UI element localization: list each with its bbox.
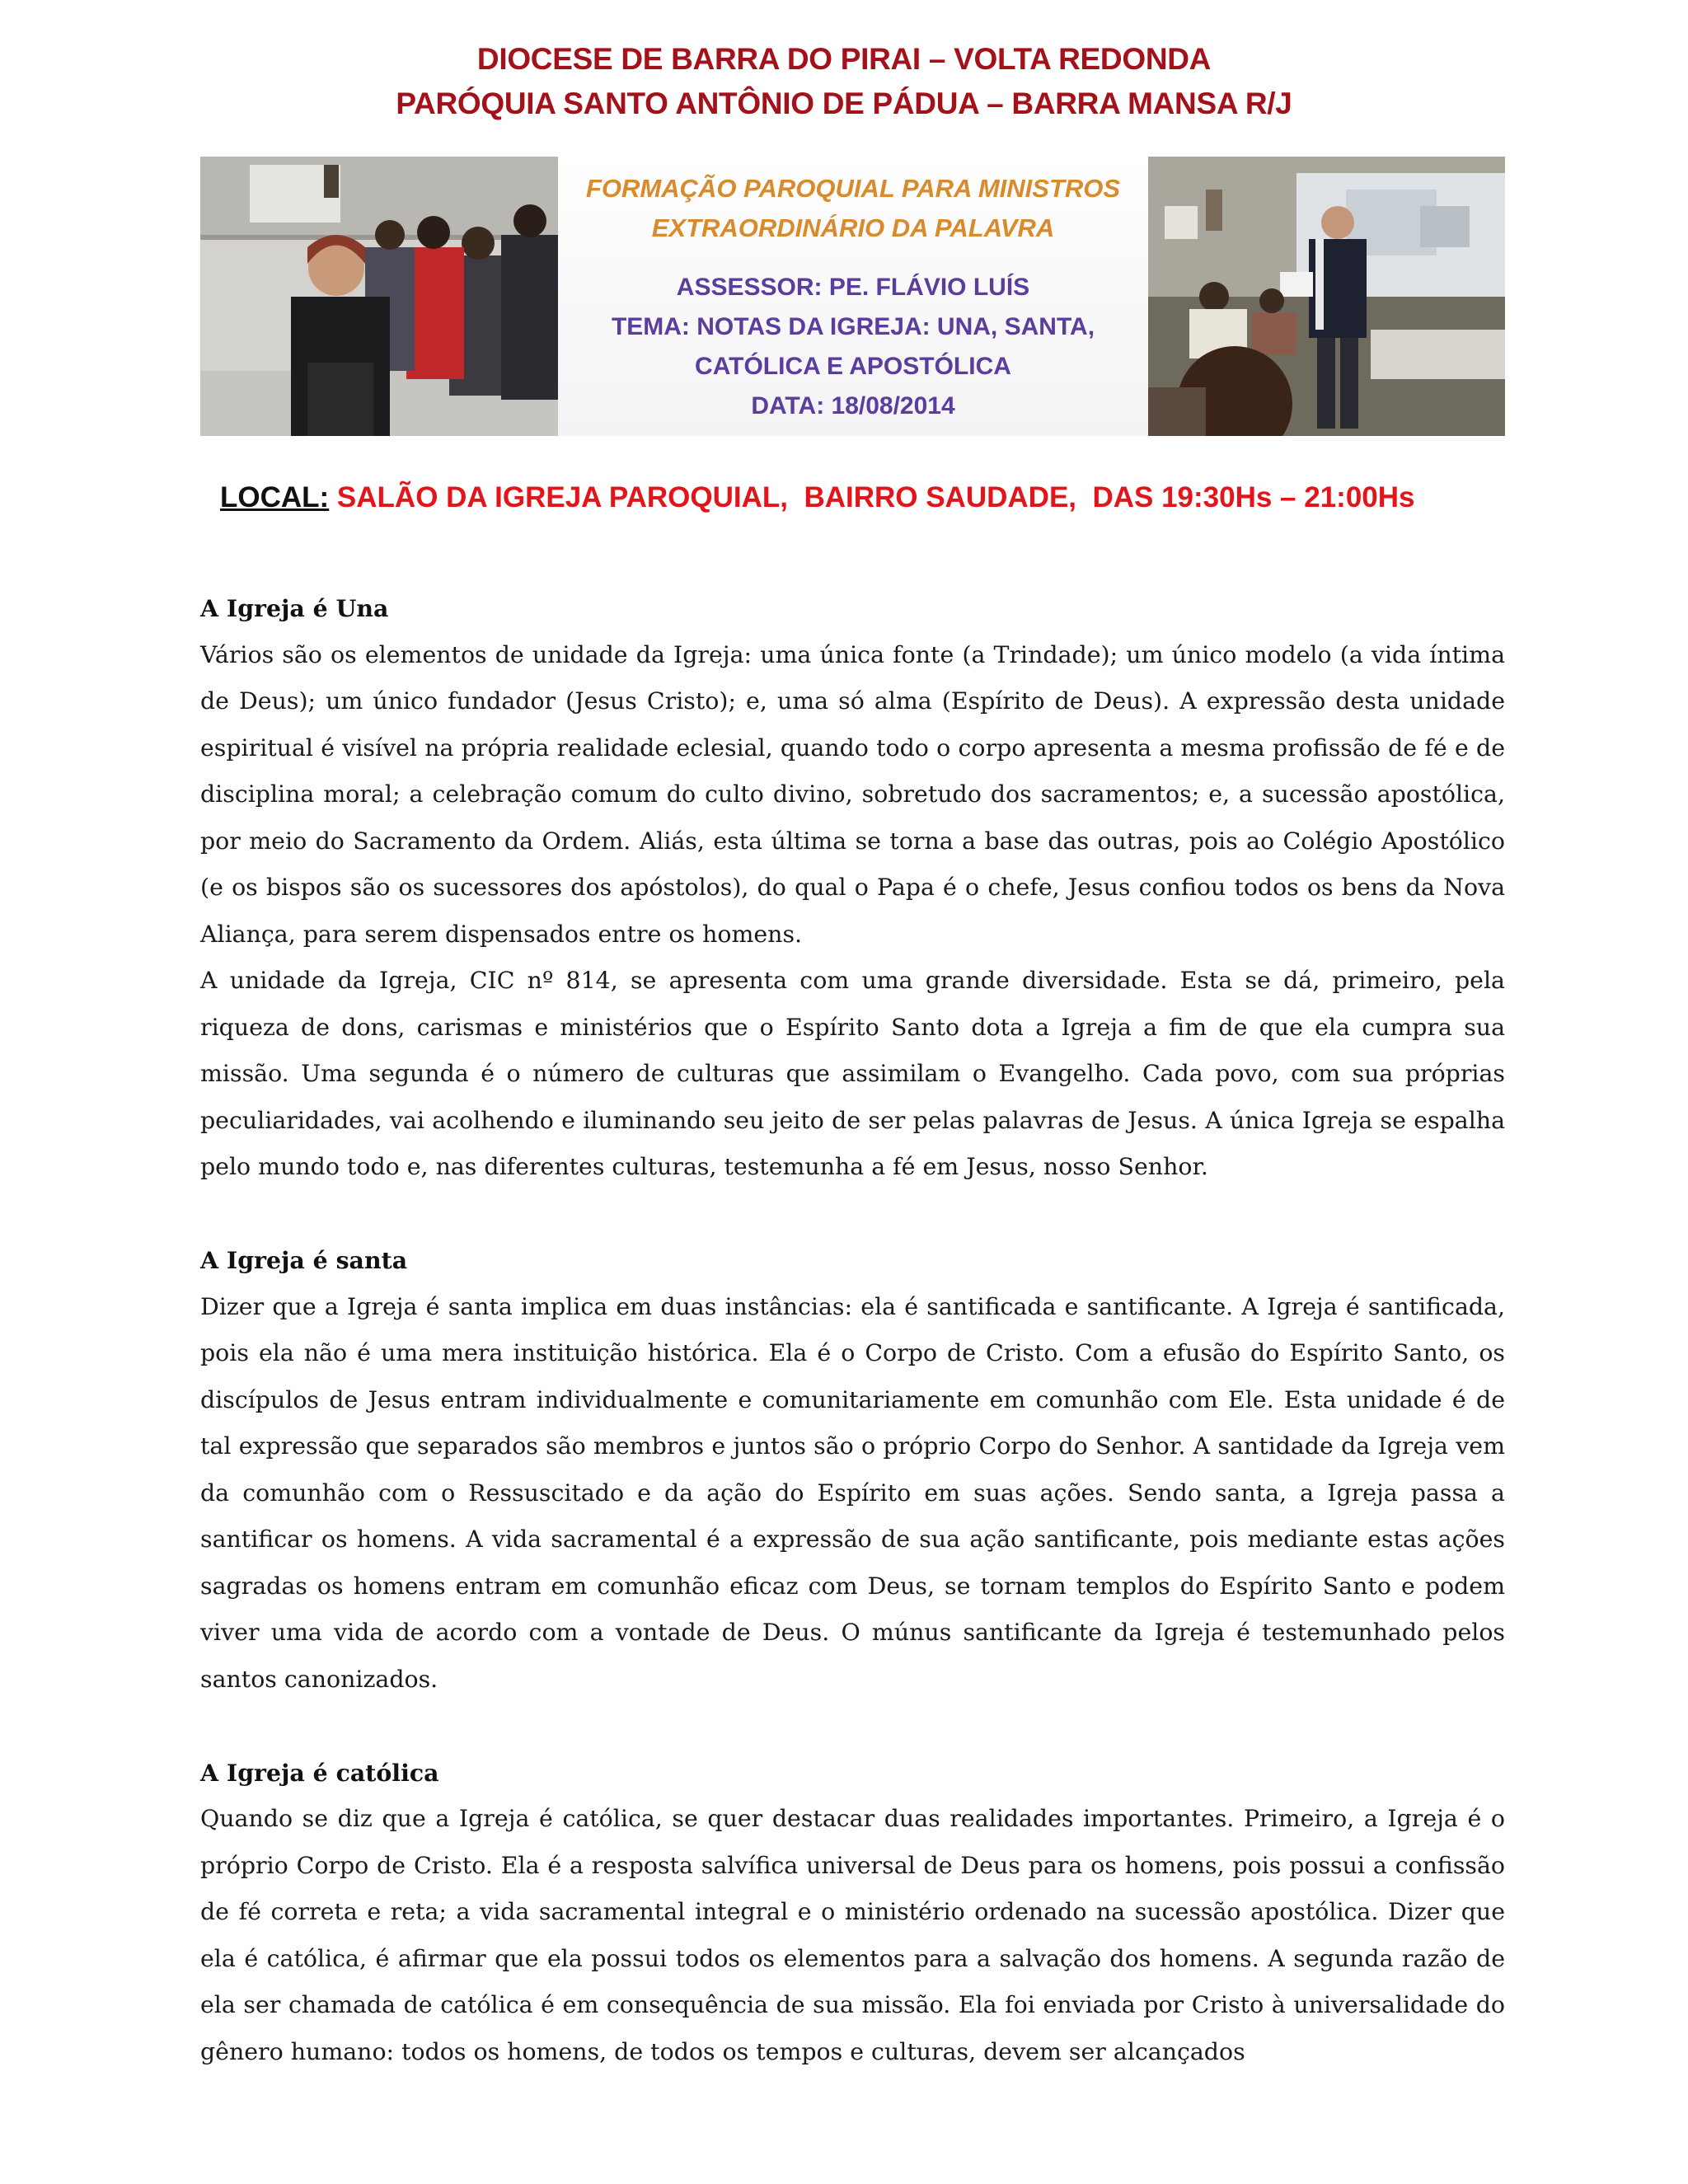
paragraph: Quando se diz que a Igreja é católica, se quer destacar duas realidades importantes. Primeiro, a Igreja é o próprio Corpo de Cristo. Ela é a resposta salvífica universal de Deus para os homens, pois possui a confissão de fé correta e reta; a vida sacramental integral e o ministério ordenado na sucessão apostólica. Dizer que ela é católica, é afirmar que ela possui todos os elementos para a salvação dos homens. A segunda razão de ela ser chamada de católica é em consequência de sua missão. Ela foi enviada por Cristo à universalidade do gênero humano: todos os homens, de todos os tempos e culturas, devem ser alcançados: [200, 1805, 1505, 2065]
photo-speaker-presentation: [1148, 157, 1505, 436]
section-una: [200, 585, 1505, 1191]
location-value: SALÃO DA IGREJA PAROQUIAL, BAIRRO SAUDADE, DAS 19:30Hs – 21:00Hs: [329, 481, 1415, 513]
section-heading: A Igreja é católica: [200, 1758, 439, 1787]
tema-line-2: CATÓLICA E APOSTÓLICA: [695, 353, 1011, 380]
course-title: FORMAÇÃO PAROQUIAL PARA MINISTROS EXTRAORDINÁRIO DA PALAVRA: [585, 174, 1121, 242]
section-santa: [200, 1237, 1505, 1703]
document-header: [0, 37, 1688, 126]
tema-line-1: TEMA: NOTAS DA IGREJA: UNA, SANTA,: [611, 313, 1095, 340]
section-heading: A Igreja é Una: [200, 594, 389, 622]
document-body: [200, 585, 1505, 2075]
paragraph: A unidade da Igreja, CIC nº 814, se apresenta com uma grande diversidade. Esta se dá, primeiro, pela riqueza de dons, carismas e ministérios que o Espírito Santo dota a Igreja a fim de que ela cumpra sua missão. Uma segunda é o número de culturas que assimilam o Evangelho. Cada povo, com sua próprias peculiaridades, vai acolhendo e iluminando seu jeito de ser pelas palavras de Jesus. A única Igreja se espalha pelo mundo todo e, nas diferentes culturas, testemunha a fé em Jesus, nosso Senhor.: [200, 967, 1505, 1180]
location-label: LOCAL:: [220, 481, 330, 513]
section-heading: A Igreja é santa: [200, 1246, 408, 1274]
header-parish: PARÓQUIA SANTO ANTÔNIO DE PÁDUA – BARRA MANSA R/J: [396, 87, 1292, 120]
paragraph: Vários são os elementos de unidade da Igreja: uma única fonte (a Trindade); um único modelo (a vida íntima de Deus); um único fundador (Jesus Cristo); e, uma só alma (Espírito de Deus). A expressão desta unidade espiritual é visível na própria realidade eclesial, quando todo o corpo apresenta a mesma profissão de fé e de disciplina moral; a celebração comum do culto divino, sobretudo dos sacramentos; e, a sucessão apostólica, por meio do Sacramento da Ordem. Aliás, esta última se torna a base das outras, pois ao Colégio Apostólico (e os bispos são os sucessores dos apóstolos), do qual o Papa é o chefe, Jesus confiou todos os bens da Nova Aliança, para serem dispensados entre os homens.: [200, 640, 1505, 948]
paragraph: Dizer que a Igreja é santa implica em duas instâncias: ela é santificada e santificante. A Igreja é santificada, pois ela não é uma mera instituição histórica. Ela é o Corpo de Cristo. Com a efusão do Espírito Santo, os discípulos de Jesus entram individualmente e comunitariamente em comunhão com Ele. Esta unidade é de tal expressão que separados são membros e juntos são o próprio Corpo do Senhor. A santidade da Igreja vem da comunhão com o Ressuscitado e da ação do Espírito em suas ações. Sendo santa, a Igreja passa a santificar os homens. A vida sacramental é a expressão de sua ação santificante, pois mediante estas ações sagradas os homens entram em comunhão eficaz com Deus, se tornam templos do Espírito Santo e podem viver uma vida de acordo com a vontade de Deus. O múnus santificante da Igreja é testemunhado pelos santos canonizados.: [200, 1292, 1505, 1693]
event-location: [220, 473, 1671, 523]
assessor-line: ASSESSOR: PE. FLÁVIO LUÍS: [676, 274, 1030, 301]
event-banner: [200, 157, 1505, 436]
section-catolica: [200, 1750, 1505, 2076]
header-diocese: DIOCESE DE BARRA DO PIRAI – VOLTA REDONDA: [476, 42, 1212, 76]
course-details: [558, 268, 1148, 426]
photo-group-reading: [200, 157, 558, 436]
date-line: DATA: 18/08/2014: [751, 392, 955, 419]
banner-info-panel: [558, 157, 1148, 436]
